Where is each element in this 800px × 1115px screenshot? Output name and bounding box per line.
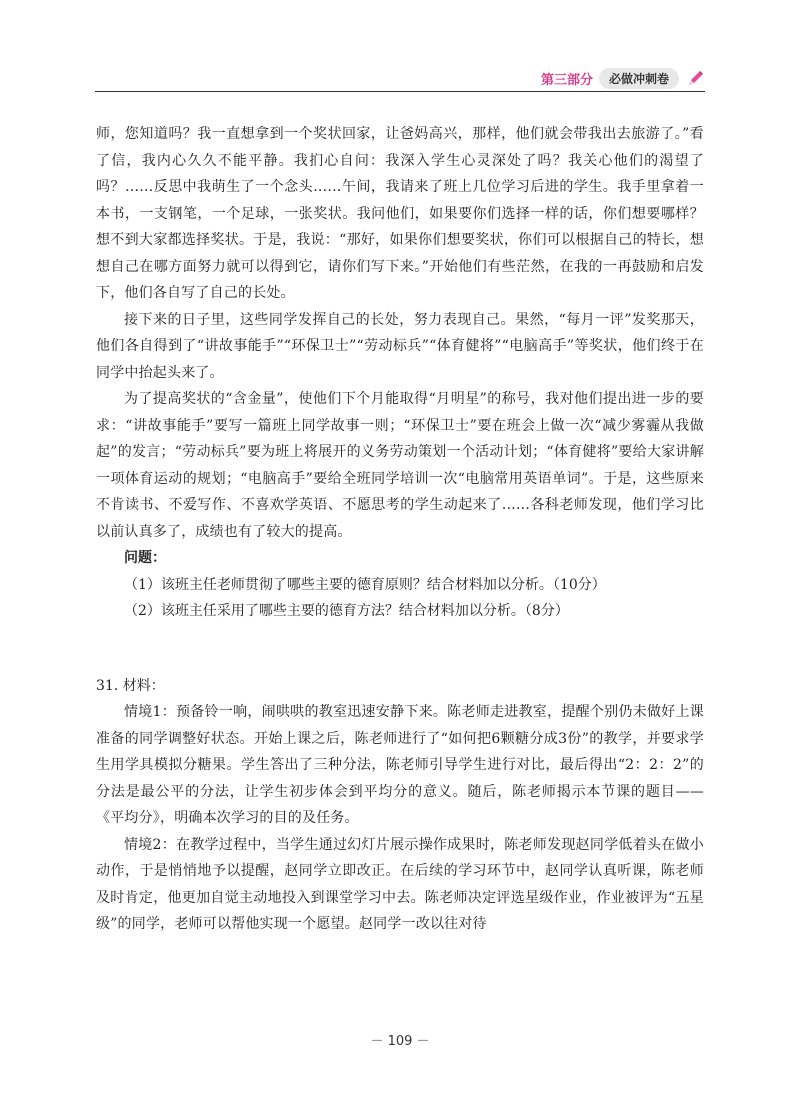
paragraph-awards: 接下来的日子里，这些同学发挥自己的长处，努力表现自己。果然，“每月一评”发奖那天，他们各自得到了“讲故事能手”“环保卫士”“劳动标兵”“体育健将”“电脑高手”等奖状，他们终于在同学中抬起头来了。 [96,311,704,381]
paragraph-continued: 师，您知道吗？我一直想拿到一个奖状回家，让爸妈高兴，那样，他们就会带我出去旅游了。”看了信，我内心久久不能平静。我扪心自问：我深入学生心灵深处了吗？我关心他们的渴望了吗？……反思中我萌生了一个念头……午间，我请来了班上几位学习后进的学生。我手里拿着一本书，一支钢笔，一个足球，一张奖状。我问他们，如果要你们选择一样的话，你们想要哪样？想不到大家都选择奖状。于是，我说：“那好，如果你们想要奖状，你们可以根据自己的特长，想想自己在哪方面努力就可以得到它，请你们写下来。”开始他们有些茫然，在我的一再鼓励和启发下，他们各自写了自己的长处。 [96,126,704,301]
section-spacer [96,625,704,673]
question-label: 问题： [124,550,166,566]
pencil-icon [685,69,705,89]
scenario-2: 情境2：在教学过程中，当学生通过幻灯片展示操作成果时，陈老师发现赵同学低着头在做小动作，于是悄悄地予以提醒，赵同学立即改正。在后续的学习环节中，赵同学认真听课，陈老师及时肯定，他更加自觉主动地投入到课堂学习中去。陈老师决定评选星级作业，作业被评为“五星级”的同学，老师可以帮他实现一个愿望。赵同学一改以往对待 [96,836,704,932]
page-header [95,64,705,94]
scenario-1: 情境1：预备铃一响，闹哄哄的教室迅速安静下来。陈老师走进教室，提醒个别仍未做好上课准备的同学调整好状态。开始上课之后，陈老师进行了“如何把6颗糖分成3份”的教学，并要求学生用学具模拟分糖果。学生答出了三种分法，陈老师引导学生进行对比，最后得出“2：2：2”的分法是最公平的分法，让学生初步体会到平均分的意义。随后，陈老师揭示本节课的题目——《平均分》，明确本次学习的目的及任务。 [96,704,704,826]
volume-badge: 必做冲刺卷 [599,68,679,89]
page-content [96,121,704,938]
item-31-label: 31. 材料： [96,677,165,694]
page-number: － 109 － [370,1034,430,1049]
paragraph-requirements: 为了提高奖状的“含金量”，使他们下个月能取得“月明星”的称号，我对他们提出进一步的要求：“讲故事能手”要写一篇班上同学故事一则；“环保卫士”要在班会上做一次“减少雾霾从我做起”的发言；“劳动标兵”要为班上将展开的义务劳动策划一个活动计划；“体育健将”要给大家讲解一项体育运动的规划；“电脑高手”要给全班同学培训一次“电脑常用英语单词”。于是，这些原来不肯读书、不爱写作、不喜欢学英语、不愿思考的学生动起来了……各科老师发现，他们学习比以前认真多了，成绩也有了较大的提高。 [96,391,704,540]
question-1: （1）该班主任老师贯彻了哪些主要的德育原则？结合材料加以分析。（10分） [124,576,606,593]
question-2: （2）该班主任采用了哪些主要的德育方法？结合材料加以分析。（8分） [124,603,569,619]
header-label-group [541,68,705,89]
header-rule [95,91,705,92]
section-label: 第三部分 [540,73,593,88]
